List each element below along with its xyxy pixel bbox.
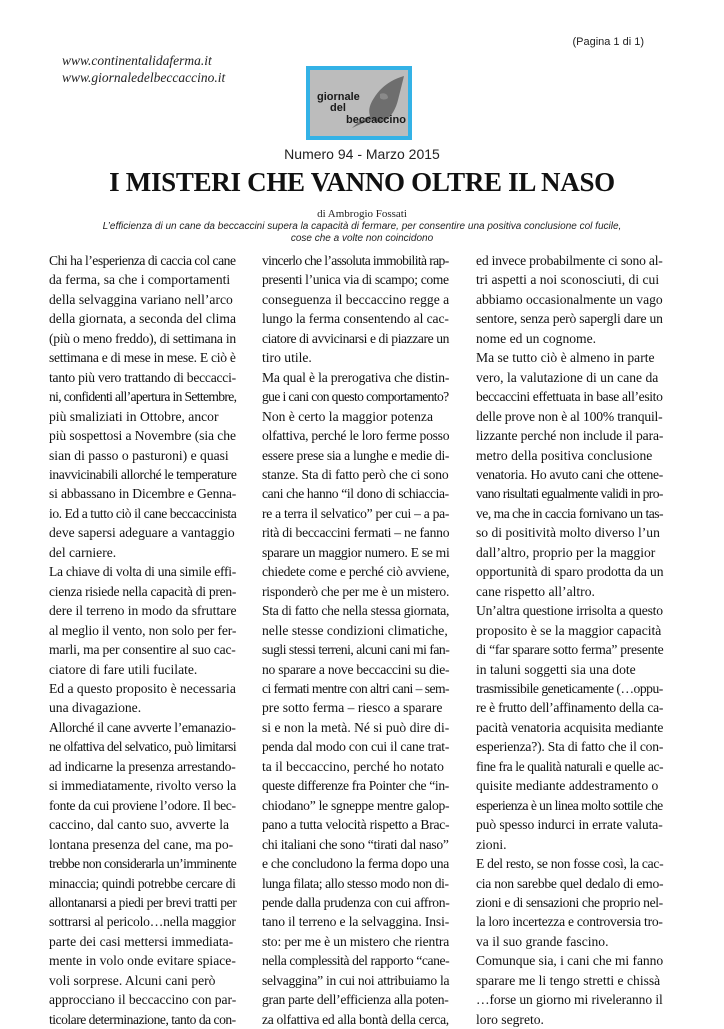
text-line: nome ed un cognome. [476, 330, 597, 346]
text-line: voli sorprese. Alcuni cani però [49, 972, 216, 988]
text-line: lontana presenza del cane, ma po- [49, 836, 234, 852]
text-line: pre sotto ferma – riesco a sparare [262, 700, 443, 716]
issue-number: Numero 94 - Marzo 2015 [284, 146, 440, 162]
text-line: ticolare determinazione, tanto da con- [49, 1011, 236, 1027]
website-link-continentali[interactable]: www.continentalidaferma.it [62, 53, 212, 68]
text-line: sparare me li tengo stretti e chissà [476, 972, 661, 988]
subtitle-line-1: L’efficienza di un cane da beccaccini supera la capacità di fermare, per consentire una positiva conclusione col fucile, [102, 221, 622, 232]
text-line: pano a tutta velocità rispetto a Brac- [262, 817, 450, 833]
article-author: di Ambrogio Fossati [317, 208, 407, 220]
text-line: ed invece probabilmente ci sono al- [476, 253, 663, 268]
text-line: sottrarsi al pericolo…nella maggior [49, 914, 236, 930]
text-line: conseguenza il beccaccino regge a [262, 291, 450, 307]
text-line: nelle stesse condizioni climatiche, [262, 622, 448, 638]
text-line: tri aspetti a noi sconosciuti, di cui [476, 272, 660, 288]
text-line: io. Ed a tutto ciò il cane beccaccinista [49, 505, 237, 521]
text-line: parte dei casi mettersi immediata- [49, 933, 234, 949]
text-line: ni, confidenti all’apertura in Settembre, [49, 389, 237, 405]
website-links [62, 52, 225, 86]
text-line: chi italiani che sono “tirati dal naso” [262, 836, 449, 852]
text-line: opportunità di sparo prodotta da un [476, 564, 664, 580]
text-line: delle prove non è al 100% tranquil- [476, 408, 663, 424]
article-subtitle [90, 221, 634, 245]
text-line: pende dalla prudenza con cui affron- [262, 894, 450, 910]
text-line: risponderò che per me è un mistero. [262, 583, 450, 599]
text-line: in taluni soggetti sia una dote [476, 661, 636, 677]
text-line: Chi ha l’esperienza di caccia col cane [49, 253, 236, 268]
text-line: zioni e di sensazioni che proprio nel- [476, 894, 663, 910]
text-line: re a terra il selvatico” per cui – a pa- [262, 505, 450, 521]
text-line: più sospettosi a Novembre (sia che [49, 428, 236, 444]
text-line: ta il beccaccino, perché ho notato [262, 758, 444, 774]
text-line: chiodano” le sgneppe mentre galop- [262, 797, 450, 813]
text-line: sparare un maggior numero. E se mi [262, 544, 450, 560]
text-line: zioni. [476, 836, 507, 852]
text-line: Non è certo la maggior potenza [262, 408, 433, 424]
journal-logo [306, 66, 412, 140]
text-line: nella complessità del rapporto “cane- [262, 953, 450, 969]
text-line: sto: per me è un mistero che rientra [262, 933, 450, 949]
text-line: Ed a questo proposito è necessaria [49, 680, 236, 696]
text-line: sian di passo o pasturoni) e quasi [49, 447, 229, 463]
text-line: di “far sparare sotto ferma” presente [476, 642, 664, 658]
text-line: si immediatamente, rivolto verso la [49, 778, 237, 794]
page-indicator: (Pagina 1 di 1) [572, 36, 644, 48]
text-column-3 [476, 251, 663, 1029]
text-line: da ferma, sa che i comportamenti [49, 272, 231, 288]
text-line: (più o meno freddo), di settimana in [49, 330, 236, 346]
text-line: ne olfattiva del selvatico, può limitarsi [49, 739, 237, 755]
text-line: settimana e di mese in mese. E ciò è [49, 350, 236, 366]
text-line: può spesso indurci in errate valuta- [476, 817, 663, 833]
text-line: E del resto, se non fosse così, la cac- [476, 856, 664, 872]
text-column-2 [262, 251, 449, 1029]
text-line: del carniere. [49, 544, 117, 560]
text-line: za olfattiva ed alla bontà della cerca, [262, 1011, 449, 1027]
text-line: re è frutto dell’affinamento della ca- [476, 700, 664, 716]
text-line: mente in volo onde evitare spiace- [49, 953, 236, 969]
text-line: della giornata, a seconda del clima [49, 311, 236, 327]
text-line: beccaccini effettuata in base all’esito [476, 389, 663, 405]
text-line: Ma se tutto ciò è almeno in parte [476, 350, 655, 366]
text-line: no sparare a nove beccaccini su die- [262, 661, 450, 677]
article-title: I MISTERI CHE VANNO OLTRE IL NASO [109, 167, 615, 197]
text-line: proposito è se la maggior capacità [476, 622, 662, 638]
text-line: cane rispetto all’altro. [476, 583, 595, 599]
text-line: lunga filata; allo stesso modo non di- [262, 875, 449, 891]
text-line: presenti l’unica via di scampo; come [262, 272, 449, 288]
text-line: più smaliziati in Ottobre, ancor [49, 408, 219, 424]
text-line: venatoria. Ho avuto cani che ottene- [476, 466, 664, 482]
text-line: minaccia; quindi potrebbe cercare di [49, 875, 236, 891]
text-line: si e non la metà. Né si può dire di- [262, 719, 450, 735]
text-line: so di positività molto diverso l’un [476, 525, 660, 541]
text-line: lungo la ferma consentendo al cac- [262, 311, 449, 327]
text-line: approcciano il beccaccino con par- [49, 992, 237, 1008]
text-line: ad indicarne la presenza arrestando- [49, 758, 236, 774]
text-line: Ma qual è la prerogativa che distin- [262, 369, 450, 385]
text-line: dere il terreno in modo da sfruttare [49, 603, 237, 619]
text-line: vincerlo che l’assoluta immobilità rap- [262, 253, 449, 268]
text-line: pacità venatoria acquisita mediante [476, 719, 664, 735]
text-line: La chiave di volta di una simile effi- [49, 564, 236, 580]
text-line: esperienza è un linea molto sottile che [476, 797, 663, 813]
text-line: dall’altro, proprio per la maggior [476, 544, 656, 560]
text-line: la loro incertezza e controversia tro- [476, 914, 663, 930]
text-line: selvaggina” in cui noi attribuiamo la [262, 972, 450, 988]
text-line: Comunque sia, i cani che mi fanno [476, 953, 664, 969]
text-line: vero, la valutazione di un cane da [476, 369, 659, 385]
text-line: va il suo grande fascino. [476, 933, 609, 949]
text-line: al meglio il vento, non solo per fer- [49, 622, 237, 638]
text-line: deve sapersi adeguare a vantaggio [49, 525, 235, 541]
text-line: stanze. Sta di fatto però che ci sono [262, 466, 449, 482]
text-line: …forse un giorno mi riveleranno il [476, 992, 663, 1008]
text-line: tiro utile. [262, 350, 312, 366]
text-line: ci fermati mentre con altri cani – sem- [262, 680, 449, 696]
text-line: Sta di fatto che nella stessa giornata, [262, 603, 450, 619]
text-line: gue i cani con questo comportamento? [262, 389, 449, 405]
text-line: Un’altra questione irrisolta a questo [476, 603, 663, 619]
text-line: fine fra le qualità naturali e quelle ac- [476, 758, 664, 774]
text-line: sentore, senza però sapergli dare un [476, 311, 663, 327]
text-line: lizzante perché non include il para- [476, 428, 664, 444]
text-line: allontanarsi a piedi per brevi tratti per [49, 894, 237, 910]
subtitle-line-2: cose che a volte non coincidono [290, 233, 434, 244]
text-line: metro della positiva conclusione [476, 447, 653, 463]
text-line: trebbe non considerarla un’imminente [49, 856, 237, 872]
text-line: una divagazione. [49, 700, 142, 716]
text-line: ciatore di avvicinarsi e di piazzare un [262, 330, 450, 346]
text-line: caccino, dal canto suo, avverte la [49, 817, 230, 833]
text-line: trasmissibile geneticamente (…oppu- [476, 680, 663, 696]
text-line: cienza risiede nella capacità di pren- [49, 583, 237, 599]
text-line: loro segreto. [476, 1011, 544, 1027]
text-line: abbiamo occasionalmente un vago [476, 291, 663, 307]
logo-text-giornale: giornale [317, 91, 360, 103]
text-line: olfattiva, perché le loro ferme posso [262, 428, 450, 444]
text-line: essere prese sia a lunghe e medie di- [262, 447, 450, 463]
text-line: chiedete come e perché ciò avviene, [262, 564, 450, 580]
text-line: e che concludono la ferma dopo una [262, 856, 450, 872]
logo-background [310, 70, 408, 136]
text-line: vano risultati egualmente validi in pro- [476, 486, 663, 502]
text-line: marli, ma per consentire al suo cac- [49, 642, 236, 658]
text-line: fonte da cui proviene l’odore. Il bec- [49, 797, 236, 813]
text-line: tano il terreno e la selvaggina. Insi- [262, 914, 450, 930]
text-line: ciatore di fare utili fucilate. [49, 661, 198, 677]
text-line: sugli stessi terreni, alcuni cani mi fan- [262, 642, 450, 658]
text-line: Allorché il cane avverte l’emanazio- [49, 719, 236, 735]
text-line: si abbassano in Dicembre e Genna- [49, 486, 237, 502]
text-line: esperienza?). Sta di fatto che il con- [476, 739, 664, 755]
text-line: cia non sarebbe quel dedalo di emo- [476, 875, 664, 891]
text-line: quisite mediante addestramento o [476, 778, 659, 794]
text-line: tanto più vero trattando di beccacci- [49, 369, 236, 385]
logo-text-beccaccino: beccaccino [346, 114, 406, 126]
text-column-1 [49, 251, 236, 1029]
website-link-giornale[interactable]: www.giornaledelbeccaccino.it [62, 70, 226, 85]
text-line: gran parte dell’efficienza alla poten- [262, 992, 449, 1008]
logo-text-del: del [330, 102, 346, 114]
text-line: queste differenze fra Pointer che “in- [262, 778, 449, 794]
text-line: ve, ma che in caccia fornivano un tas- [476, 505, 664, 521]
text-line: rità di beccaccini fermati – ne fanno [262, 525, 450, 541]
text-line: cani che hanno “il dono di schiaccia- [262, 486, 449, 502]
text-line: della selvaggina variano nell’arco [49, 291, 233, 307]
text-line: inavvicinabili allorché le temperature [49, 466, 237, 482]
text-line: penda dal modo con cui il cane trat- [262, 739, 450, 755]
